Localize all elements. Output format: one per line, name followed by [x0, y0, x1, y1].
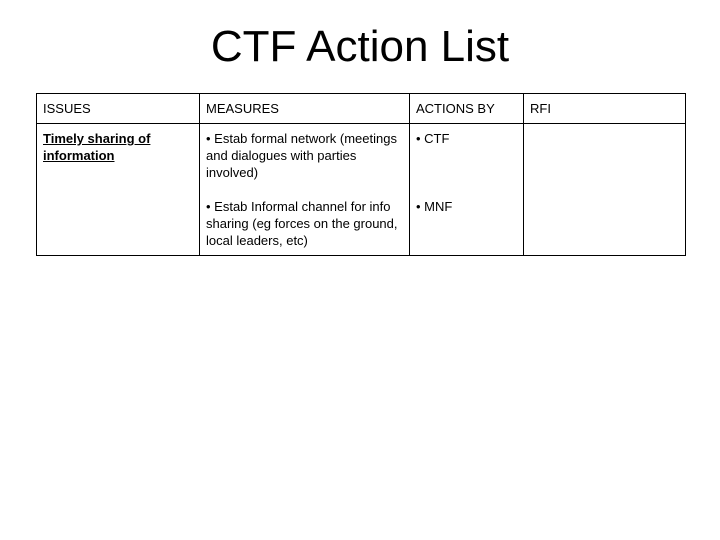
measure-item: • Estab Informal channel for info sharing (eg forces on the ground, local leaders, etc)	[206, 199, 398, 248]
page-title: CTF Action List	[210, 22, 510, 71]
issue-cell	[37, 124, 200, 256]
issue-text: Timely sharing of information	[43, 131, 151, 163]
measures-cell	[200, 124, 410, 256]
table-row	[37, 124, 686, 256]
action-by-item: • CTF	[416, 131, 450, 146]
action-list-table	[36, 93, 686, 256]
rfi-cell	[524, 124, 686, 256]
measure-item: • Estab formal network (meetings and dialogues with parties involved)	[206, 131, 397, 180]
header-issues: ISSUES	[37, 94, 200, 124]
header-measures: MEASURES	[200, 94, 410, 124]
header-actions-by: ACTIONS BY	[410, 94, 524, 124]
table-header-row	[37, 94, 686, 124]
actions-by-cell	[410, 124, 524, 256]
header-rfi: RFI	[524, 94, 686, 124]
action-by-item: • MNF	[416, 199, 453, 214]
